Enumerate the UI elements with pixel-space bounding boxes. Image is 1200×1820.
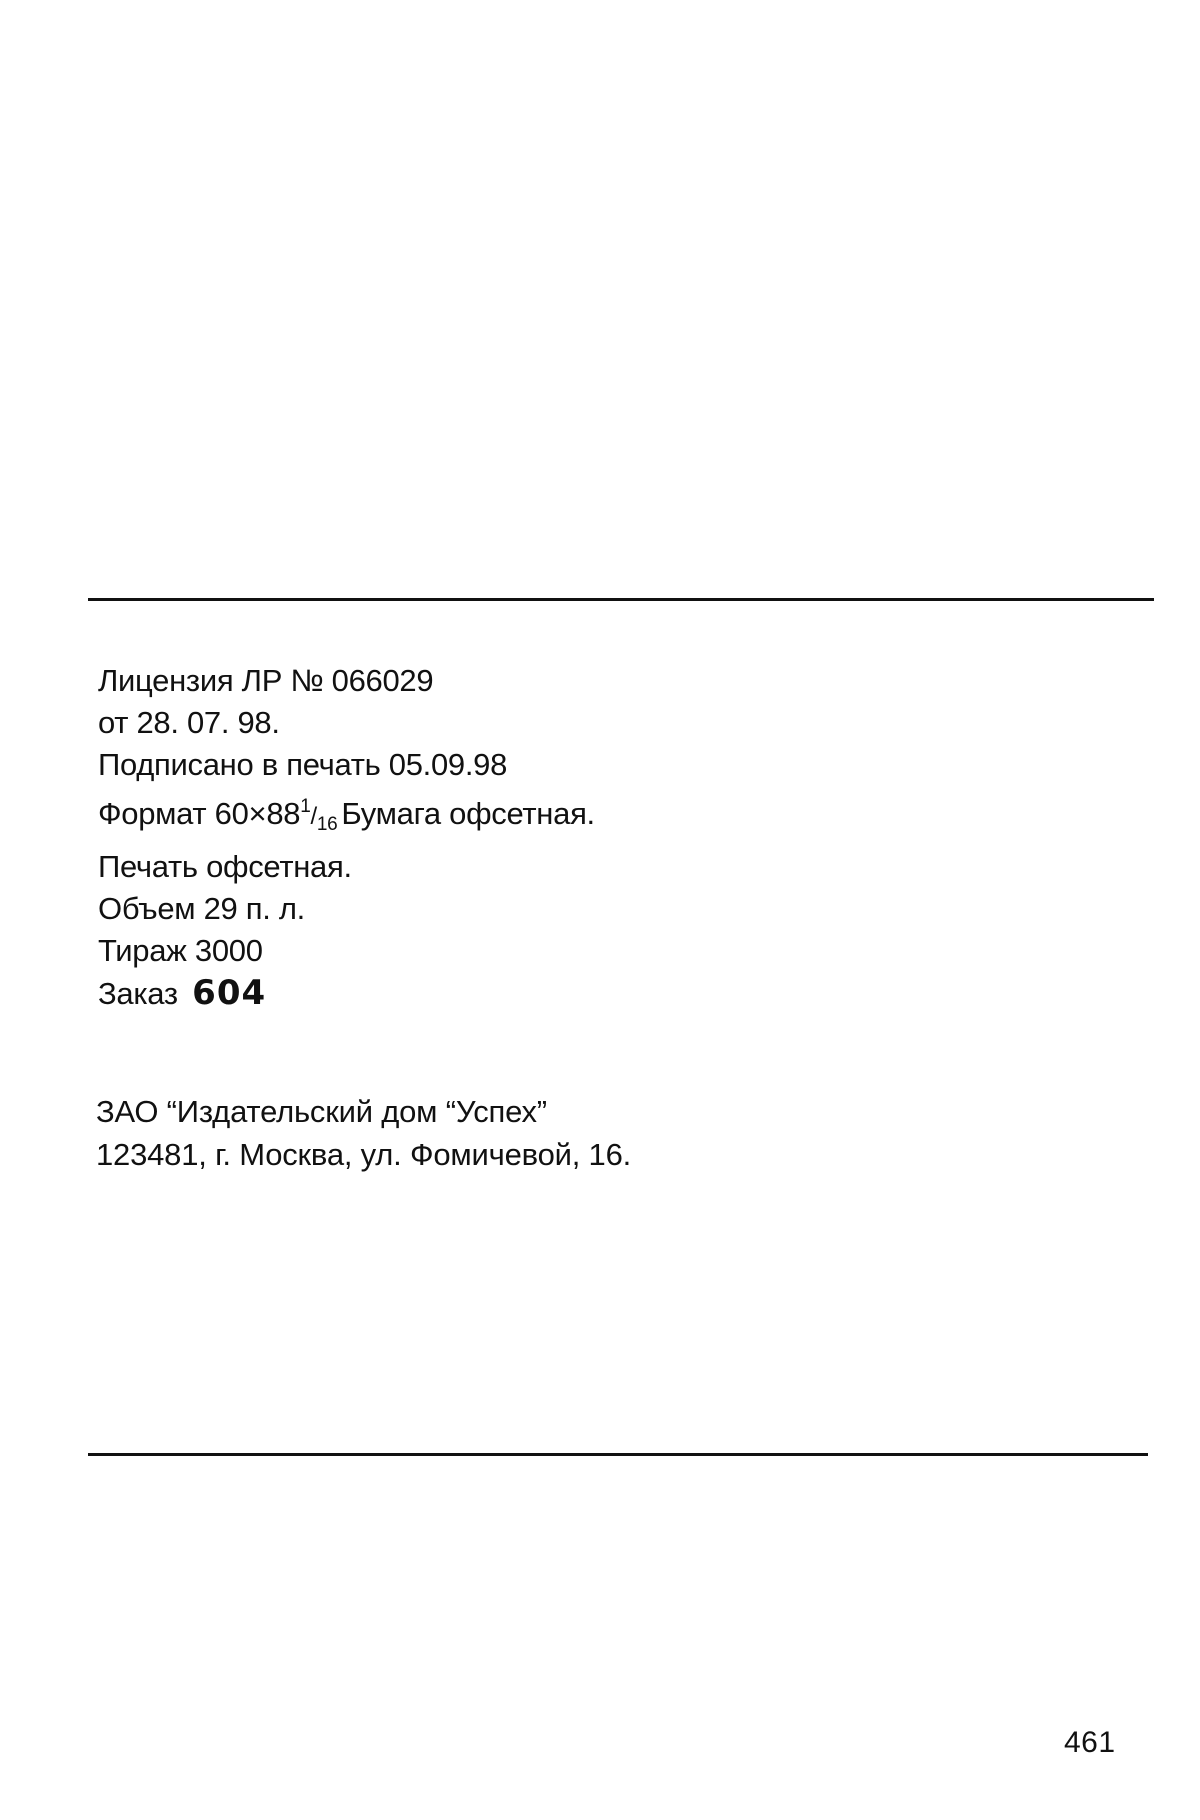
bottom-divider: [88, 1453, 1148, 1456]
signed-line: Подписано в печать 05.09.98: [98, 747, 508, 782]
license-date-line: от 28. 07. 98.: [98, 705, 280, 740]
format-line: [98, 786, 595, 846]
circulation-line: Тираж 3000: [98, 933, 263, 968]
paper-text: Бумага офсетная.: [341, 796, 595, 831]
imprint-block: [98, 660, 595, 1015]
order-line: [98, 972, 595, 1015]
publisher-address: 123481, г. Москва, ул. Фомичевой, 16.: [96, 1137, 632, 1172]
print-line: Печать офсетная.: [98, 849, 352, 884]
volume-line: Объем 29 п. л.: [98, 891, 305, 926]
publisher-block: [96, 1090, 631, 1176]
top-divider: [88, 598, 1154, 601]
order-number-handwritten: 604: [192, 973, 267, 1013]
page-number: 461: [1064, 1726, 1116, 1759]
format-slash: /: [310, 803, 317, 830]
format-prefix: Формат 60×88: [98, 796, 301, 831]
license-line: Лицензия ЛР № 066029: [98, 663, 434, 698]
order-label: Заказ: [98, 976, 178, 1011]
format-numerator: 1: [300, 796, 311, 817]
publisher-name: ЗАО “Издательский дом “Успех”: [96, 1094, 547, 1129]
format-denominator: 16: [316, 814, 338, 835]
